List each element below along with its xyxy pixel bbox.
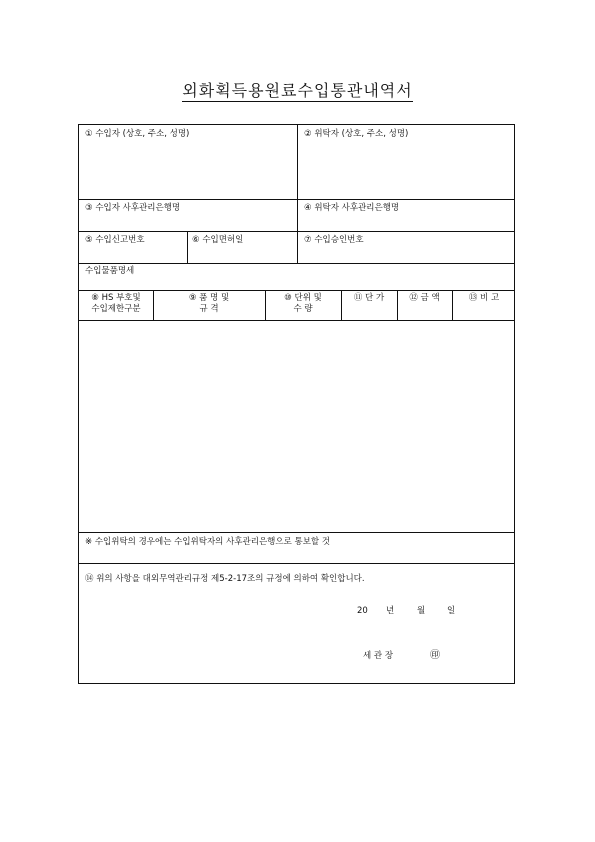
date-month-unit: 월 [417, 606, 426, 616]
importer-label: ① 수입자 (상호, 주소, 성명) [85, 129, 190, 139]
seal-mark: ㊞ [430, 650, 440, 661]
remark-header: ⑬ 비 고 [468, 293, 500, 303]
consignment-note: ※ 수입위탁의 경우에는 수입위탁자의 사후관리은행으로 통보할 것 [85, 537, 331, 547]
column-divider [187, 231, 188, 263]
row-divider [79, 290, 514, 291]
date-year-unit: 년 [386, 606, 395, 616]
item-spec-header: ⑨ 품 명 및 규 격 [188, 293, 230, 314]
column-divider [297, 125, 298, 263]
hs-code-header: ⑧ HS 부호및 수입제한구분 [91, 293, 141, 314]
row-divider [79, 320, 514, 321]
amount-header: ⑫ 금 액 [409, 293, 440, 303]
license-date-label: ⑥ 수입면허일 [192, 235, 244, 245]
row-divider [79, 563, 514, 564]
declaration-number-label: ⑤ 수입신고번호 [85, 235, 145, 245]
document-title: 외화획득용원료수입통관내역서 [182, 81, 413, 100]
consignor-label: ② 위탁자 (상호, 주소, 성명) [304, 129, 409, 139]
date-year: 20 [357, 606, 368, 616]
importer-bank-label: ③ 수입자 사후관리은행명 [85, 203, 181, 213]
confirmation-statement: ⑭ 위의 사항을 대외무역관리규정 제5-2-17조의 규정에 의하여 확인합니다. [85, 574, 365, 584]
unit-price-header: ⑪ 단 가 [353, 293, 385, 303]
approval-number-label: ⑦ 수입승인번호 [304, 235, 364, 245]
customs-chief-label: 세 관 장 [363, 651, 394, 661]
row-divider [79, 532, 514, 533]
goods-detail-label: 수입물품명세 [85, 266, 135, 276]
row-divider [79, 263, 514, 264]
consignor-bank-label: ④ 위탁자 사후관리은행명 [304, 203, 400, 213]
unit-quantity-header: ⑩ 단위 및 수 량 [284, 293, 322, 314]
date-day-unit: 일 [447, 606, 456, 616]
customs-clearance-form [78, 124, 515, 684]
